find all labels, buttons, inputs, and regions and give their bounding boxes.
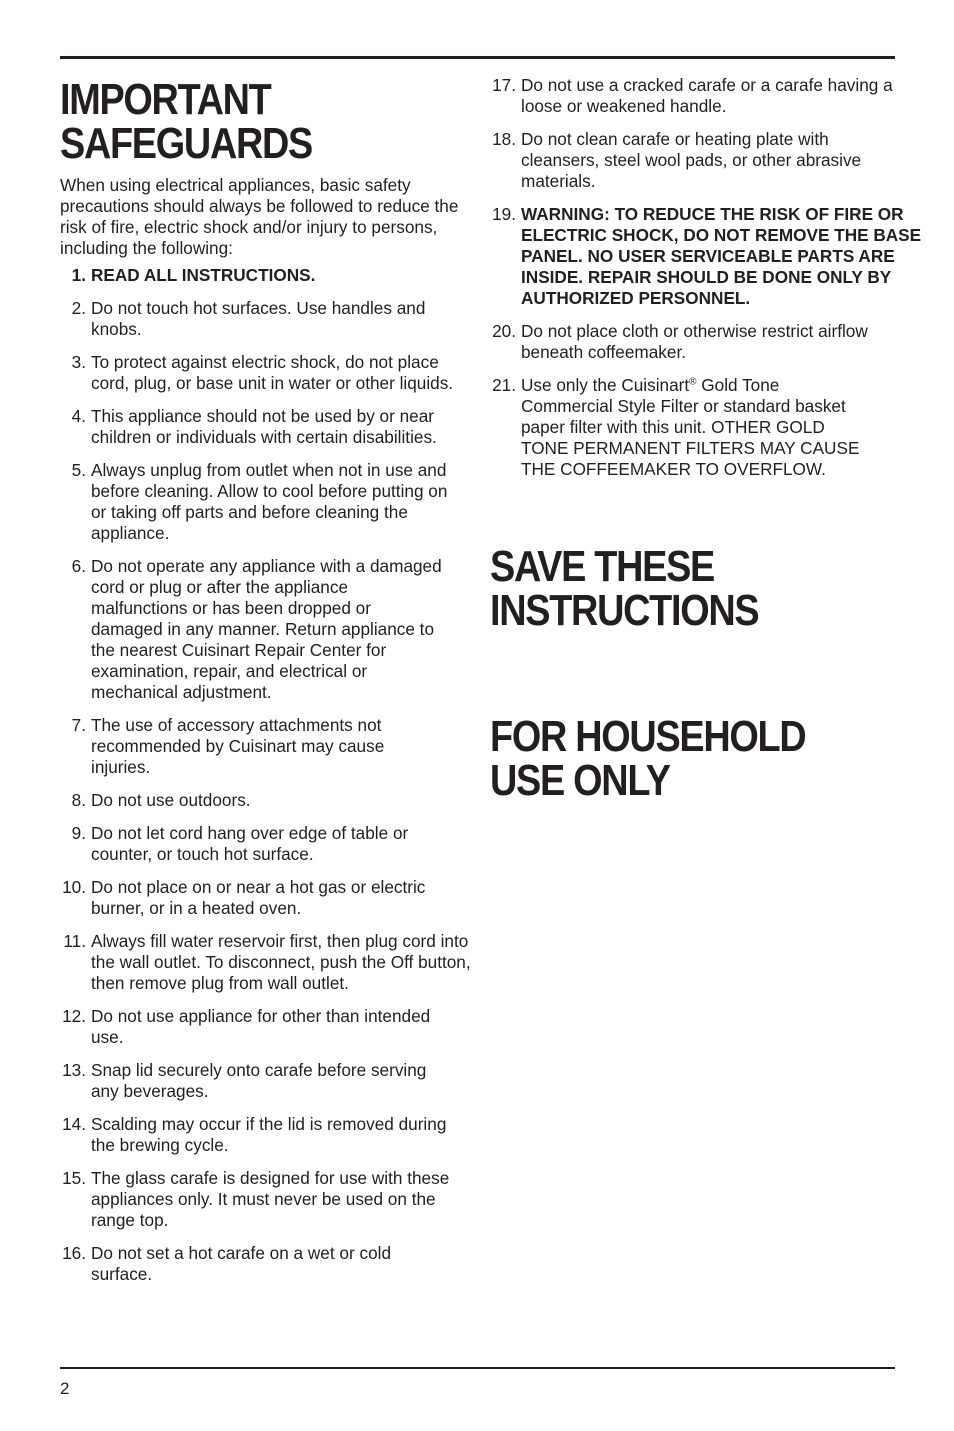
item-number: 2. — [71, 298, 86, 318]
item-text: Do not operate any appliance with a damaged cord or plug or after the appliance malfunctions or has been dropped or damaged in any manner. Return appliance to the nearest Cuisinart Repair Center for examination, repair, and electrical or mechanical adjustment. — [91, 556, 442, 702]
item-text: Do not place cloth or otherwise restrict airflow beneath coffeemaker. — [521, 321, 868, 362]
list-item — [60, 406, 465, 448]
title-important-safeguards — [60, 75, 313, 168]
list-item — [60, 823, 465, 865]
item-text: The glass carafe is designed for use with these appliances only. It must never be used on the range top. — [91, 1168, 450, 1230]
item-text: To protect against electric shock, do not place cord, plug, or base unit in water or other liquids. — [91, 352, 454, 393]
list-item — [490, 375, 861, 480]
intro-paragraph: When using electrical appliances, basic safety precautions should always be followed to reduce the risk of fire, electric shock and/or injury to persons, including the following: — [60, 175, 459, 258]
list-item — [60, 352, 465, 394]
title-line-2: SAFEGUARDS — [60, 119, 313, 168]
item-text: Do not let cord hang over edge of table or counter, or touch hot surface. — [91, 823, 409, 864]
item-number: 9. — [71, 823, 86, 843]
list-item — [60, 1006, 431, 1048]
item-text: This appliance should not be used by or near children or individuals with certain disabilities. — [91, 406, 437, 447]
item-text: Always unplug from outlet when not in use and before cleaning. Allow to cool before putting on or taking off parts and before cleaning the appliance. — [91, 460, 448, 543]
item-text: Do not use appliance for other than intended use. — [91, 1006, 431, 1047]
list-item — [60, 298, 465, 340]
item-number: 8. — [71, 790, 86, 810]
item-text: Do not touch hot surfaces. Use handles and knobs. — [91, 298, 426, 339]
item-number: 17. — [492, 75, 516, 95]
item-number: 6. — [71, 556, 86, 576]
list-item — [60, 715, 421, 778]
registered-mark: ® — [689, 376, 697, 388]
item-text: Do not clean carafe or heating plate with cleansers, steel wool pads, or other abrasive materials. — [521, 129, 862, 191]
item-number: 16. — [62, 1243, 86, 1263]
warning-text: WARNING: TO REDUCE THE RISK OF FIRE OR ELECTRIC SHOCK, DO NOT REMOVE THE BASE PANEL. NO USER SERVICEABLE PARTS ARE INSIDE. REPAIR SHOULD BE DONE ONLY BY AUTHORIZED PERSONNEL. — [521, 204, 922, 308]
item-number: 3. — [71, 352, 86, 372]
item-number: 15. — [62, 1168, 86, 1188]
item-number: 13. — [62, 1060, 86, 1080]
title-line-1: IMPORTANT — [60, 75, 271, 124]
item-number: 18. — [492, 129, 516, 149]
safeguards-list-left — [60, 265, 471, 1297]
item-number: 4. — [71, 406, 86, 426]
list-item — [60, 877, 431, 919]
list-item — [490, 129, 901, 192]
household-line-2: USE ONLY — [490, 756, 670, 805]
item-number: 7. — [71, 715, 86, 735]
list-item — [60, 1168, 471, 1231]
item-number: 21. — [492, 375, 516, 395]
list-item — [60, 265, 465, 286]
list-item — [490, 204, 926, 309]
item-number: 11. — [63, 931, 86, 951]
item-text: READ ALL INSTRUCTIONS. — [91, 265, 316, 285]
list-item — [60, 931, 496, 994]
list-item — [60, 1243, 421, 1285]
item-number: 5. — [71, 460, 86, 480]
item-number: 10. — [62, 877, 86, 897]
safeguards-list-right — [490, 75, 922, 492]
item-text: Do not use outdoors. — [91, 790, 251, 810]
household-line-1: FOR HOUSEHOLD — [490, 712, 806, 761]
item-number: 14. — [62, 1114, 86, 1134]
item-text: Do not set a hot carafe on a wet or cold surface. — [91, 1243, 392, 1284]
save-line-2: INSTRUCTIONS — [490, 586, 759, 635]
item-text: Scalding may occur if the lid is removed during the brewing cycle. — [91, 1114, 447, 1155]
item-number: 19. — [492, 204, 516, 224]
top-rule — [60, 56, 895, 59]
list-item — [60, 556, 443, 703]
item-number: 12. — [62, 1006, 86, 1026]
list-item — [490, 321, 896, 363]
list-item — [60, 790, 465, 811]
item-text: Always fill water reservoir first, then plug cord into the wall outlet. To disconnect, push the Off button, then remove plug from wall outlet. — [91, 931, 471, 993]
item-text: Use only the Cuisinart — [521, 375, 690, 395]
heading-save-instructions — [490, 542, 759, 635]
item-text: Snap lid securely onto carafe before serving any beverages. — [91, 1060, 427, 1101]
page-number: 2 — [60, 1379, 70, 1398]
item-text: Do not place on or near a hot gas or electric burner, or in a heated oven. — [91, 877, 426, 918]
heading-household-use — [490, 712, 806, 805]
list-item — [60, 1114, 471, 1156]
list-item — [60, 460, 461, 544]
list-item — [490, 75, 896, 117]
item-number: 20. — [492, 321, 516, 341]
bottom-rule — [60, 1367, 895, 1369]
item-text: Gold Tone Commercial Style Filter or standard basket paper filter with this unit. OTHER GOLD TONE PERMANENT FILTERS MAY CAUSE THE COFFEEMAKER TO OVERFLOW. — [521, 375, 860, 479]
item-text: The use of accessory attachments not recommended by Cuisinart may cause injuries. — [91, 715, 385, 777]
item-number: 1. — [71, 265, 86, 285]
item-text: Do not use a cracked carafe or a carafe having a loose or weakened handle. — [521, 75, 893, 116]
save-line-1: SAVE THESE — [490, 542, 715, 591]
list-item — [60, 1060, 441, 1102]
